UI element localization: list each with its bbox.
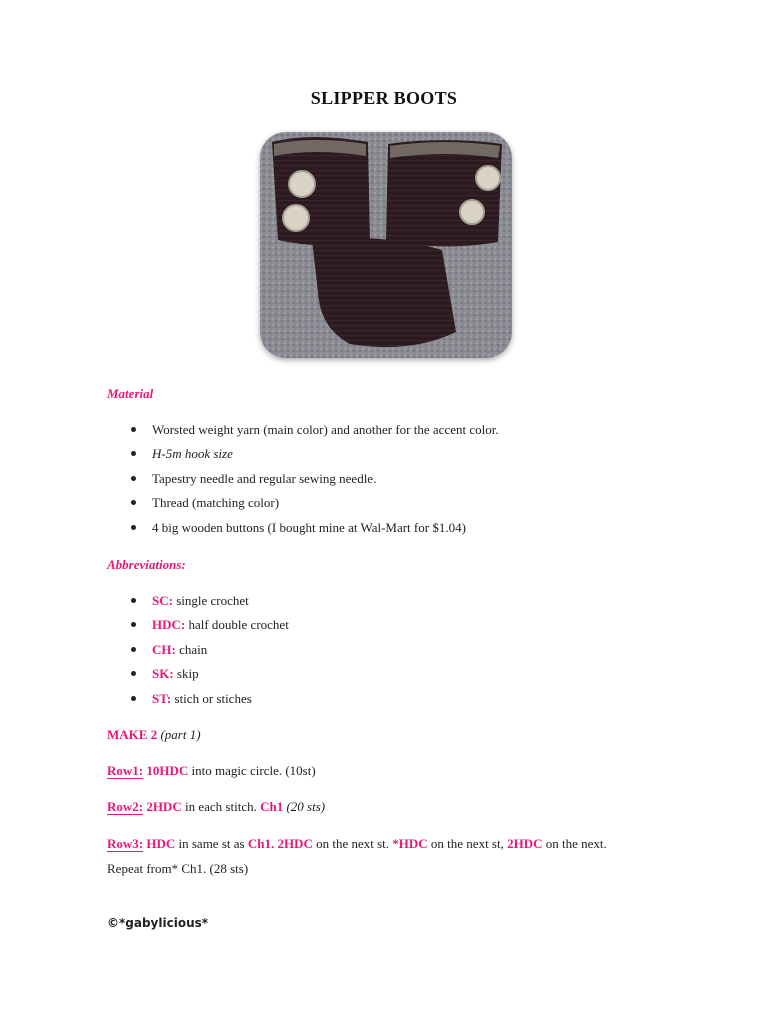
list-item: [107, 665, 289, 689]
stitch-term: 2HDC: [507, 836, 543, 851]
list-item: Thread (matching color): [107, 494, 499, 518]
make-label: MAKE 2: [107, 727, 158, 742]
abbr-term: ST:: [152, 690, 172, 706]
abbr-term: HDC:: [152, 617, 186, 633]
abbr-meaning: chain: [175, 641, 208, 657]
abbreviations-list: [107, 592, 289, 714]
abbreviations-heading: Abbreviations:: [107, 557, 186, 572]
abbr-term: SC:: [152, 593, 173, 608]
abbr-meaning: stich or stiches: [171, 690, 252, 706]
material-heading: Material: [107, 386, 154, 401]
list-item: 4 big wooden buttons (I bought mine at Wal-Mart for $1.04): [107, 519, 499, 543]
row-3-continued: Repeat from* Ch1. (28 sts): [107, 861, 249, 876]
list-item: H-5m hook size: [107, 445, 499, 469]
row-text: on the next st,: [427, 836, 508, 851]
abbr-term: CH:: [152, 641, 176, 657]
row-text: on the next st.: [312, 836, 393, 851]
make-part: (part 1): [157, 727, 201, 742]
list-item: [107, 616, 289, 640]
row-label: Row2:: [107, 799, 144, 814]
list-item: Tapestry needle and regular sewing needle.: [107, 470, 499, 494]
list-item: [107, 690, 289, 714]
stitch-term: *HDC: [392, 836, 428, 851]
abbr-meaning: skip: [173, 666, 199, 682]
stitch-term: HDC: [143, 836, 176, 851]
list-item: [107, 592, 289, 616]
row-text: in same st as: [175, 836, 248, 851]
abbr-term: SK:: [152, 666, 174, 682]
slipper-boots-photo: [260, 132, 512, 358]
abbr-meaning: half double crochet: [185, 617, 289, 633]
row-text: (20 sts): [283, 799, 326, 814]
row-1: [107, 763, 316, 779]
row-2: [107, 799, 325, 815]
abbr-meaning: single crochet: [172, 593, 249, 608]
copyright-footer: ©*gabylicious*: [107, 916, 209, 930]
make-heading: [107, 727, 201, 743]
stitch-term: 2HDC: [143, 799, 182, 814]
list-item: Worsted weight yarn (main color) and another for the accent color.: [107, 421, 499, 445]
row-label: Row1:: [107, 763, 144, 778]
stitch-term: Ch1. 2HDC: [247, 836, 313, 851]
material-list: [107, 421, 499, 543]
list-item: [107, 641, 289, 665]
row-label: Row3:: [107, 836, 144, 851]
row-text: into magic circle. (10st): [188, 763, 316, 778]
row-text: in each stitch.: [181, 799, 261, 814]
row-text: on the next.: [542, 836, 607, 851]
row-3: [107, 836, 607, 852]
stitch-term: 10HDC: [143, 763, 189, 778]
page-title: SLIPPER BOOTS: [310, 88, 458, 108]
stitch-term: Ch1: [260, 799, 284, 814]
